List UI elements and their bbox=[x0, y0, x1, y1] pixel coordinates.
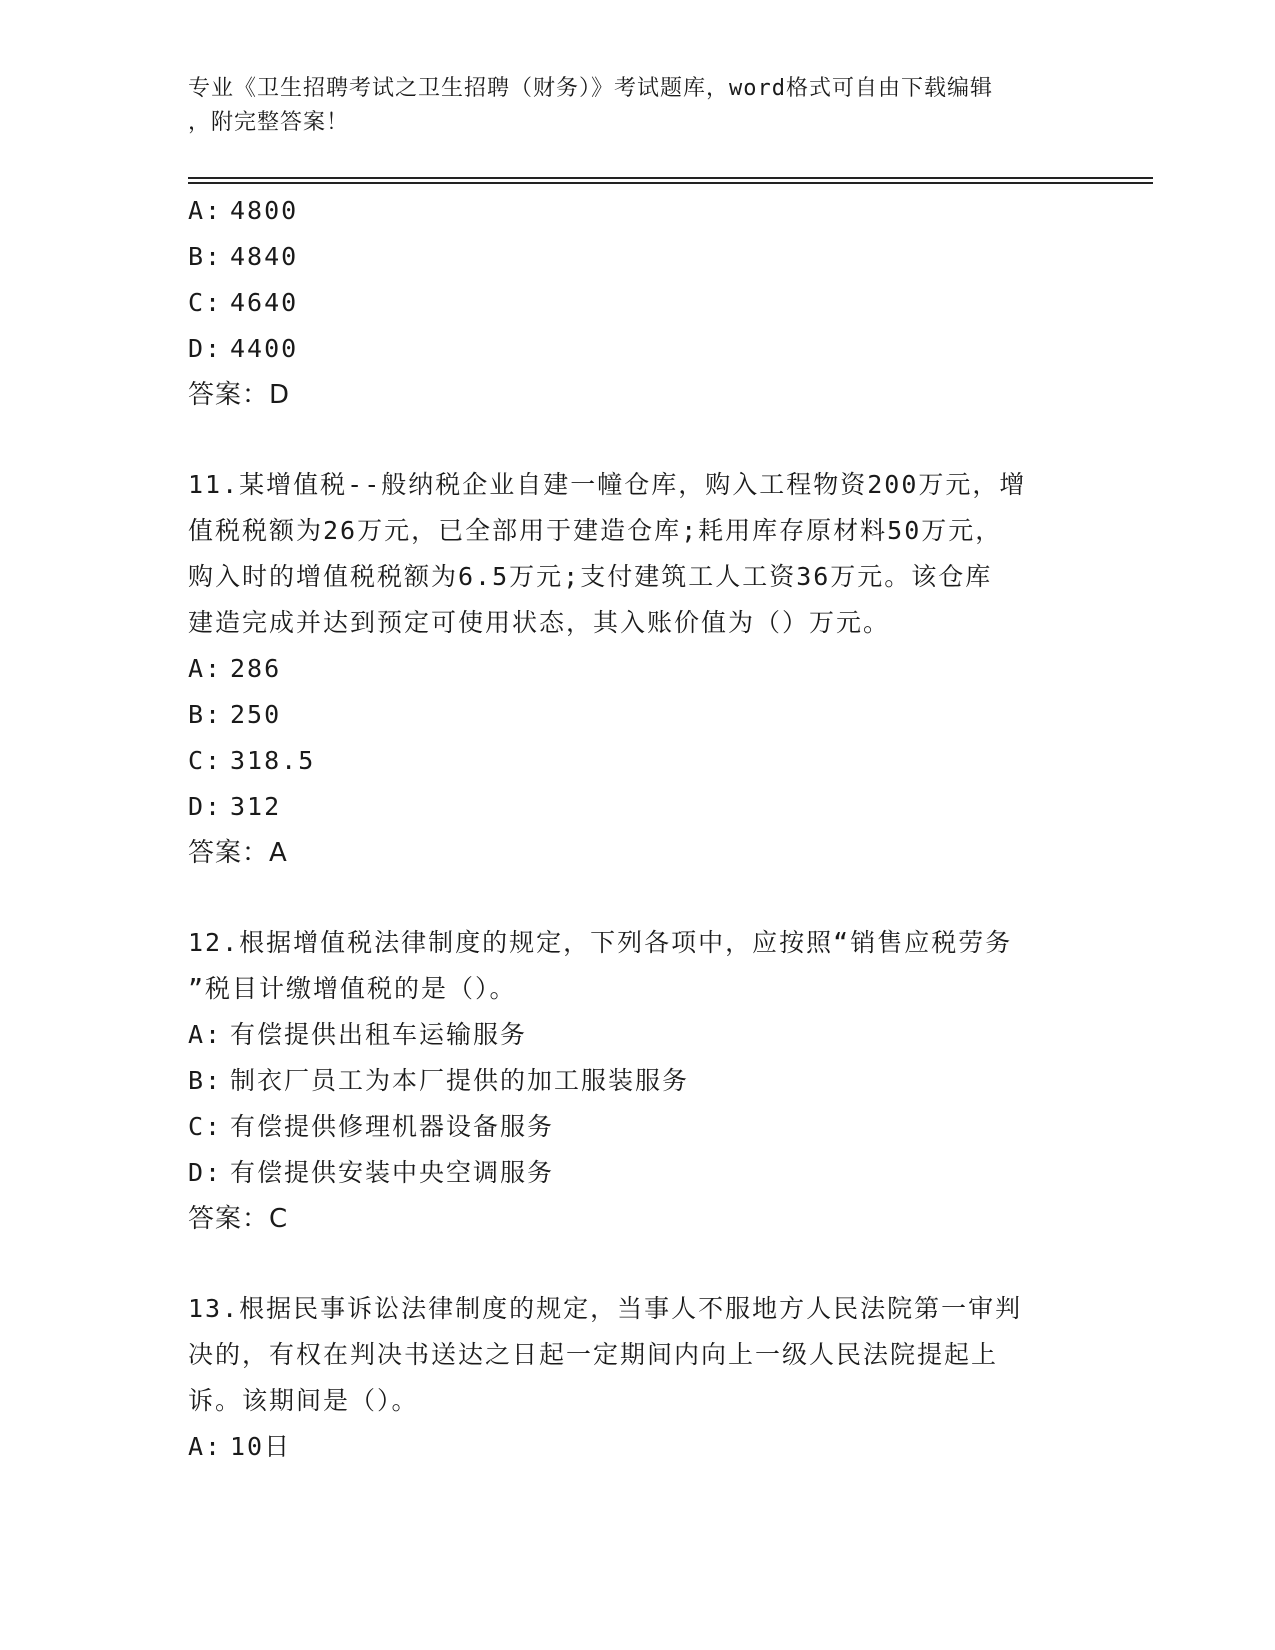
header-line-2: ，附完整答案！ bbox=[188, 110, 350, 135]
question-text-line: 13.根据民事诉讼法律制度的规定，当事人不服地方人民法院第一审判 bbox=[188, 1294, 1023, 1323]
header-rule-bottom bbox=[188, 182, 1153, 184]
question-text-line: 决的，有权在判决书送达之日起一定期间内向上一级人民法院提起上 bbox=[188, 1340, 999, 1369]
spacer bbox=[188, 1242, 1088, 1286]
answer-line: 答案：C bbox=[188, 1204, 289, 1234]
question-text-line: 诉。该期间是（）。 bbox=[188, 1386, 419, 1415]
question-text-line: 12.根据增值税法律制度的规定，下列各项中，应按照“销售应税劳务 bbox=[188, 928, 1013, 957]
question-13 bbox=[188, 1286, 1088, 1470]
option-c: C: 318.5 bbox=[188, 746, 316, 775]
answer-line: 答案：A bbox=[188, 838, 288, 868]
option-d: D: 4400 bbox=[188, 334, 299, 363]
question-text-line: 值税税额为26万元，已全部用于建造仓库;耗用库存原材料50万元， bbox=[188, 516, 1003, 545]
spacer bbox=[188, 876, 1088, 920]
question-text-line: 建造完成并达到预定可使用状态，其入账价值为（）万元。 bbox=[188, 608, 891, 637]
option-c: C: 有偿提供修理机器设备服务 bbox=[188, 1112, 555, 1141]
option-a: A: 有偿提供出租车运输服务 bbox=[188, 1020, 528, 1049]
option-b: B: 制衣厂员工为本厂提供的加工服装服务 bbox=[188, 1066, 690, 1095]
option-c: C: 4640 bbox=[188, 288, 299, 317]
option-a: A: 4800 bbox=[188, 196, 299, 225]
prev-question bbox=[188, 188, 1088, 418]
answer-line: 答案：D bbox=[188, 380, 291, 410]
question-content bbox=[188, 188, 1088, 1470]
question-text-line: ”税目计缴增值税的是（）。 bbox=[188, 974, 517, 1003]
document-header bbox=[188, 72, 1088, 140]
header-rule-top bbox=[188, 177, 1153, 179]
option-b: B: 250 bbox=[188, 700, 282, 729]
option-a: A: 286 bbox=[188, 654, 282, 683]
option-b: B: 4840 bbox=[188, 242, 299, 271]
spacer bbox=[188, 418, 1088, 462]
question-12 bbox=[188, 920, 1088, 1242]
question-11 bbox=[188, 462, 1088, 876]
option-d: D: 有偿提供安装中央空调服务 bbox=[188, 1158, 555, 1187]
question-text-line: 购入时的增值税税额为6.5万元;支付建筑工人工资36万元。该仓库 bbox=[188, 562, 993, 591]
option-a: A: 10日 bbox=[188, 1432, 292, 1461]
option-d: D: 312 bbox=[188, 792, 282, 821]
header-line-1: 专业《卫生招聘考试之卫生招聘（财务）》考试题库，word格式可自由下载编辑 bbox=[188, 76, 993, 101]
question-text-line: 11.某增值税--般纳税企业自建一幢仓库，购入工程物资200万元，增 bbox=[188, 470, 1027, 499]
